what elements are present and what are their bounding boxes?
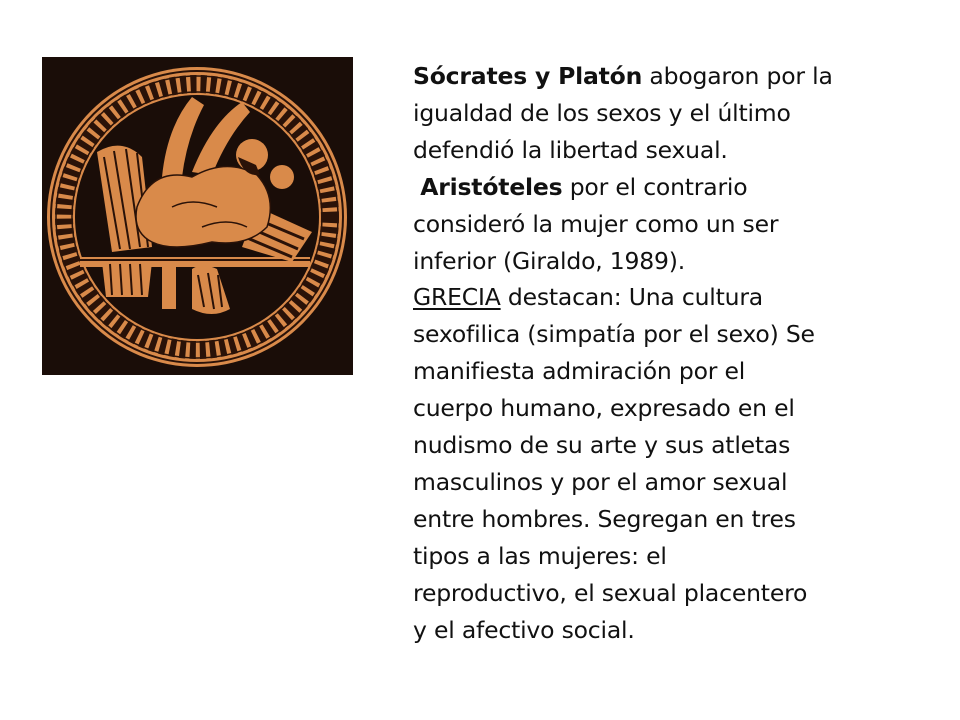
text-line: [413, 169, 883, 206]
slide-text: [413, 58, 883, 649]
text-line: defendió la libertad sexual.: [413, 135, 728, 164]
text-line: manifiesta admiración por el: [413, 357, 746, 386]
text-line: entre hombres. Segregan en tres: [413, 504, 796, 533]
aristoteles-bold: Aristóteles: [420, 172, 563, 201]
text-line: consideró la mujer como un ser: [413, 209, 779, 238]
socrates-platon-bold: Sócrates y Platón: [413, 62, 643, 90]
text-line: y el afectivo social.: [413, 615, 635, 644]
text-line: sexofilica (simpatía por el sexo) Se: [413, 320, 815, 349]
text-line: [413, 58, 883, 95]
text-line: cuerpo humano, expresado en el: [413, 394, 795, 423]
text-line: masculinos y por el amor sexual: [413, 467, 788, 496]
text-fragment: abogaron por la: [642, 62, 833, 90]
text-fragment: destacan: Una cultura: [500, 283, 763, 312]
greek-pottery-image: [42, 57, 353, 375]
text-fragment: por el contrario: [562, 172, 748, 201]
text-line: tipos a las mujeres: el: [413, 541, 667, 570]
text-line: [413, 279, 883, 316]
text-line: igualdad de los sexos y el último: [413, 98, 791, 127]
text-line: inferior (Giraldo, 1989).: [413, 246, 686, 275]
text-line: nudismo de su arte y sus atletas: [413, 431, 791, 460]
text-line: reproductivo, el sexual placentero: [413, 578, 808, 607]
grecia-underlined: GRECIA: [413, 283, 501, 312]
greek-kylix-painting-icon: [42, 57, 353, 375]
